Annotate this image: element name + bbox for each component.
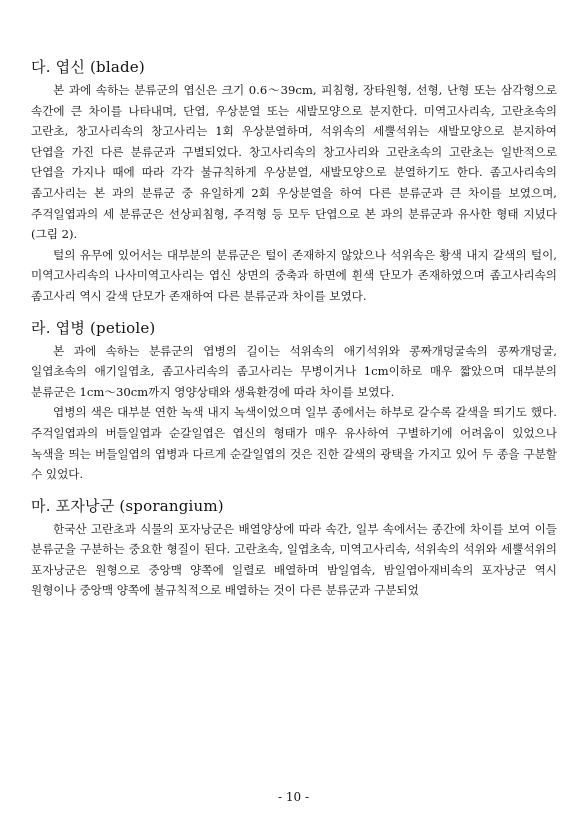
paragraph-sporangium-arrangement: 한국산 고란초과 식물의 포자낭군은 배열양상에 따라 속간, 일부 속에서는 종간에 차이를 보여 이들 분류군을 구분하는 중요한 형질이 된다. 고란초속, 일엽초속, 미역고사리속, 석위속의 석위와 세뿔석위의 포자낭군은 원형으로 중앙맥 양쪽에 일렬로 배열하며 밤일엽속, 밤일엽아재비속의 포자낭군 역시 원형이나 중앙맥 양쪽에 불규칙적으로 배열하는 것이 다른 분류군과 구분되었 — [31, 521, 557, 598]
section-heading-blade: 다. 엽신 (blade) — [31, 58, 145, 76]
section-spacer — [31, 485, 557, 495]
paragraph-petiole-color: 엽병의 색은 대부분 연한 녹색 내지 녹색이었으며 일부 종에서는 하부로 갈수록 갈색을 띄기도 했다. 주걱일엽과의 버들일엽과 순갈일엽은 엽신의 형태가 매우 유사하여 구별하기에 어려움이 있었으나 녹색을 띄는 버들일엽의 엽병과 다르게 순갈일엽의 것은 진한 갈색의 광택을 가지고 있어 두 종을 구분할 수 있었다. — [31, 405, 557, 482]
paragraph-blade-shape: 본 과에 속하는 분류군의 엽신은 크기 0.6～39cm, 피침형, 장타원형, 선형, 난형 또는 삼각형으로 속간에 큰 차이를 나타내며, 단엽, 우상분열 또는 새발모양으로 분지한다. 미역고사리속, 고란초속의 고란초, 창고사리속의 창고사리는 1회 우상분열하며, 석위속의 세뿔석위는 새발모양으로 분지하여 단엽을 가진 다른 분류군과 구별되었다. 창고사리속의 창고사리와 고란초속의 고란초는 일반적으로 단엽을 가지나 때에 따라 각각 불규칙하게 우상분열, 새발모양으로 분열하기도 한다. 좀고사리속의 좀고사리는 본 과의 분류군 중 유일하게 2회 우상분열을 하여 다른 분류군과 큰 차이를 보였으며, 주걱일엽과의 세 분류군은 선상피침형, 주걱형 등 모두 단엽으로 본 과의 분류군과 유사한 형태 지녔다(그림 2). — [31, 83, 557, 242]
paragraph-blade-hairs: 털의 유무에 있어서는 대부분의 분류군은 털이 존재하지 않았으나 석위속은 황색 내지 갈색의 털이, 미역고사리속의 나사미역고사리는 엽신 상면의 중축과 하면에 흰색 단모가 존재하였으며 좀고사리속의 좀고사리 역시 갈색 단모가 존재하여 다른 분류군과 차이를 보였다. — [31, 247, 557, 303]
section-heading-sporangium: 마. 포자낭군 (sporangium) — [31, 496, 224, 515]
section-sporangium — [31, 495, 557, 601]
section-petiole — [31, 317, 557, 485]
section-heading-petiole: 라. 엽병 (petiole) — [31, 318, 156, 337]
section-blade — [31, 56, 557, 307]
page-body — [31, 56, 557, 601]
paragraph-petiole-length: 본 과에 속하는 분류군의 엽병의 길이는 석위속의 애기석위와 콩짜개덩굴속의 콩짜개덩굴, 일엽초속의 애기일엽초, 좀고사리속의 좀고사리는 무병이거나 1cm이하로 매우 짧았으며 대부분의 분류군은 1cm～30cm까지 영양상태와 생육환경에 따라 차이를 보였다. — [31, 343, 557, 399]
section-spacer — [31, 307, 557, 317]
page-number: - 10 - — [277, 790, 309, 804]
